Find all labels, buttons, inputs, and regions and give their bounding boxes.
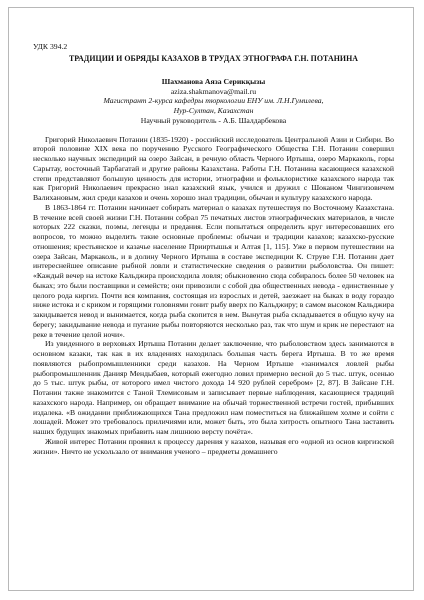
author-affiliation: Магистрант 2-курса кафедры тюркологии ЕНУ им. Л.Н.Гумилева, [103, 96, 324, 106]
author-email: aziza.shakmanova@mail.ru [170, 86, 257, 96]
author-location: Нур-Султан, Казахстан [173, 106, 254, 115]
body-paragraph: Григорий Николаевич Потанин (1835-1920) - российский исследователь Центральной Азии и Сибири. Во второй половине XIX века по поручению Русского Географического Общества Г.Н. Потанин совершил несколько научных экспедиций на озеро Зайсан, в речную область Черного Иртыша, озеро Маркаколь, горы Сарытау, восточный Тарбагатай и другие районы Казахстана. Работы Г.Н. Потанина касающиеся казахской степи представляют большую ценность для истории, этнографии и фольклористике казахского народа так как Григорий Николаевич прекрасно знал казахский язык, учился и дружил с Шоканом Чингизовичем Валихановым, жил среди казахов и очень хорошо знал традиции, обычаи и культуру казахского народа. [33, 134, 394, 202]
document-content [33, 42, 394, 456]
udc-code: УДК 394.2 [33, 42, 68, 51]
document-page [8, 7, 414, 591]
body-paragraph: Из увиденного в верховьях Иртыша Потанин делает заключение, что рыболовством здесь занимаются в основном казаки, так как в их владениях находилась большая часть берега Иртыша. В то же время появляются рыбопромышленники среди казахов. На Черном Иртыше «занимался ловлей рыбы рыбопромышленник Данияр Мендыбаев, который ежегодно ловил примерно весной до 5 тыс. штук, осенью до 5 тыс. штук рыбы, от которого имел чистого дохода 14 920 рублей серебром» [2, 87]. В Зайсане Г.Н. Потанин также знакомится с Таной Тлемисовым и записывает первые наблюдения, касающиеся традиций казахского народа. Например, он обращает внимание на обычай торжественной встречи гостей, прибывших издалека. «В ожидании приближающихся Тана предложил нам поместиться на ближайшем холме и сойти с лошадей. Может это требовалось приличиями или, может быть, это была хитрость опытного Тана заставить наших будущих знакомых прибавить нам лишнюю версту почёта». [33, 339, 394, 436]
author-block [33, 77, 394, 126]
author-name: Шахманова Аяза Серикқызы [161, 76, 266, 86]
body-paragraph: В 1863-1864 гг. Потанин начинает собирать материал о казахах путешествуя по Восточному Казахстана. В течение всей своей жизни Г.Н. Потанин собрал 75 печатных листов этнографических материалов, в числе которых 222 сказки, поэмы, легенды и предания. Если попытаться определить круг интересовавших его вопросов, то можно выделить такие основные проблемы: обычаи и традиции казахов; казахско-русские отношения; крестьянское и казачье население Прииртышья и Алтая [1, 115]. Уже в первом путешествии на озера Зайсан, Маркаколь, и в долину Черного Иртыша в составе экспедиции К. Струве Г.Н. Потанин дает интереснейшее описание рыбной ловли и статистические сведения о развитии рыболовства. Он пишет: «Каждый вечер на истоке Кальджира происходила ловля; обыкновенно сюда собиралось более 50 человек на быках; это были поставщики и семейств; они привозили с собой два общественных невода - единственные у целого рода киргиз. Почти вся компания, состоящая из взрослых и детей, заезжает на быках в воду гораздо ниже истока и с криком и горящими головнями гонит рыбу вверх по Кальджиру; в самом высоком Кальджира закидывается невод и вынимается, когда рыба скопится в нем. Вынутая рыба складывается в общую кучу на берегу; закидывание невода и пугание рыбы повторяются несколько раз, так что шум и крик не перестают на реке в течение целой ночи». [33, 202, 394, 339]
paper-title: ТРАДИЦИИ И ОБРЯДЫ КАЗАХОВ В ТРУДАХ ЭТНОГРАФА Г.Н. ПОТАНИНА [68, 53, 359, 63]
supervisor: Научный руководитель - А.Б. Шалдарбекова [140, 115, 287, 125]
body-paragraph: Живой интерес Потанин проявил к процессу дарения у казахов, называя его «одной из основ киргизской жизни». Ничто не ускользало от внимания ученого – предметы домашнего [33, 436, 394, 456]
